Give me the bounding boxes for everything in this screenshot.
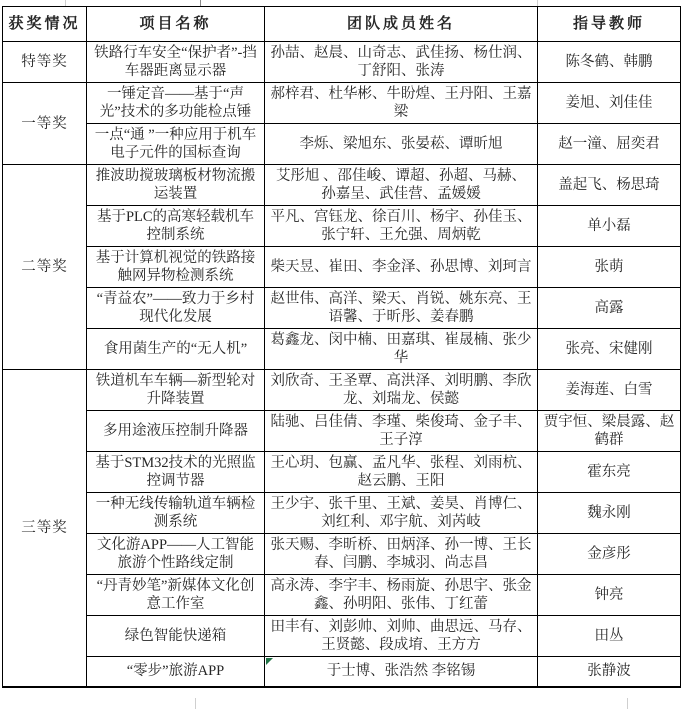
cell-project[interactable]: 铁道机车车辆—新型轮对升降装置	[87, 370, 265, 411]
cell-members[interactable]: 王少宇、张千里、王斌、姜昊、肖博仁、刘红利、邓宇航、刘芮岐	[265, 493, 538, 534]
cell-project[interactable]: 多用途液压控制升降器	[87, 411, 265, 452]
table-row	[3, 452, 681, 493]
cell-advisors[interactable]: 陈冬鹤、韩鹏	[538, 42, 681, 83]
cell-members[interactable]: 田丰有、刘彭帅、刘帅、曲思远、马存、王贤懿、段成堉、王方方	[265, 616, 538, 657]
cell-members[interactable]: 柴天昱、崔田、李金泽、孙思博、刘珂言	[265, 247, 538, 288]
cell-advisors[interactable]: 姜海莲、白雪	[538, 370, 681, 411]
cell-members[interactable]: 赵世伟、高洋、梁天、肖锐、姚东亮、王语馨、于昕彤、姜春鹏	[265, 288, 538, 329]
awards-table	[2, 6, 681, 688]
table-row	[3, 370, 681, 411]
award-group-cell[interactable]: 二等奖	[3, 165, 87, 370]
table-row	[3, 411, 681, 452]
col-header-award-status[interactable]: 获奖情况	[3, 7, 87, 42]
cell-advisors[interactable]: 张亮、宋健刚	[538, 329, 681, 370]
table-row	[3, 206, 681, 247]
cell-project[interactable]: 推波助搅玻璃板材物流搬运装置	[87, 165, 265, 206]
table-row	[3, 83, 681, 124]
cell-project[interactable]: 一种无线传输轨道车辆检测系统	[87, 493, 265, 534]
col-header-team-members[interactable]: 团队成员姓名	[265, 7, 538, 42]
cell-members[interactable]: 李烁、梁旭东、张晏菘、谭昕旭	[265, 124, 538, 165]
table-row	[3, 575, 681, 616]
cell-members[interactable]: 王心玥、包赢、孟凡华、张程、刘雨杭、赵云鹏、王阳	[265, 452, 538, 493]
cell-advisors[interactable]: 高露	[538, 288, 681, 329]
cell-advisors[interactable]: 钟亮	[538, 575, 681, 616]
cell-project[interactable]: 基于计算机视觉的铁路接触网异物检测系统	[87, 247, 265, 288]
table-row	[3, 329, 681, 370]
error-indicator-triangle-icon	[266, 658, 273, 665]
cell-members[interactable]: 葛鑫龙、闵中楠、田嘉琪、崔晟楠、张少华	[265, 329, 538, 370]
table-row	[3, 247, 681, 288]
award-group-cell[interactable]: 特等奖	[3, 42, 87, 83]
cell-project[interactable]: 食用菌生产的“无人机”	[87, 329, 265, 370]
cell-members[interactable]: 平凡、宫钰龙、徐百川、杨宇、孙佳玉、张宁轩、王允强、周炳乾	[265, 206, 538, 247]
cell-project[interactable]: 基于STM32技术的光照监控调节器	[87, 452, 265, 493]
col-header-advisors[interactable]: 指导教师	[538, 7, 681, 42]
cell-project[interactable]: “青益农”——致力于乡村现代化发展	[87, 288, 265, 329]
table-row	[3, 42, 681, 83]
col-header-project-name[interactable]: 项目名称	[87, 7, 265, 42]
cell-advisors[interactable]: 张萌	[538, 247, 681, 288]
cell-members[interactable]: 高永涛、李宇丰、杨雨旋、孙思宇、张金鑫、孙明阳、张伟、丁红蕾	[265, 575, 538, 616]
cell-project[interactable]: 文化游APP——人工智能旅游个性路线定制	[87, 534, 265, 575]
cell-advisors[interactable]: 田丛	[538, 616, 681, 657]
table-row	[3, 616, 681, 657]
table-row	[3, 657, 681, 687]
header-row	[3, 7, 681, 42]
cell-advisors[interactable]: 霍东亮	[538, 452, 681, 493]
cell-members[interactable]: 郝梓君、杜华彬、牛盼煌、王丹阳、王嘉梁	[265, 83, 538, 124]
cell-advisors[interactable]: 金彦彤	[538, 534, 681, 575]
table-row	[3, 124, 681, 165]
cell-members[interactable]: 孙喆、赵晨、山奇志、武佳扬、杨仕润、丁舒阳、张涛	[265, 42, 538, 83]
cell-project[interactable]: “丹青妙笔”新媒体文化创意工作室	[87, 575, 265, 616]
table-row	[3, 534, 681, 575]
gridline-stub	[195, 698, 196, 709]
cell-project[interactable]: 一点“通 ”一种应用于机车电子元件的国标查询	[87, 124, 265, 165]
cell-project[interactable]: 基于PLC的高寒轻载机车控制系统	[87, 206, 265, 247]
cell-advisors[interactable]: 魏永刚	[538, 493, 681, 534]
table-row	[3, 493, 681, 534]
awards-table-body	[3, 42, 681, 687]
cell-project[interactable]: “零步”旅游APP	[87, 657, 265, 687]
cell-members[interactable]: 刘欣奇、王圣覃、高洪泽、刘明鹏、李欣龙、刘瑞龙、侯懿	[265, 370, 538, 411]
cell-project[interactable]: 绿色智能快递箱	[87, 616, 265, 657]
cell-members[interactable]: 陆驰、吕佳倩、李瑾、柴俊琦、金子丰、王子淳	[265, 411, 538, 452]
cell-project[interactable]: 铁路行车安全“保护者”-挡车器距离显示器	[87, 42, 265, 83]
cell-advisors[interactable]: 赵一潼、屈奕君	[538, 124, 681, 165]
gridline-stub	[627, 698, 628, 709]
table-row	[3, 165, 681, 206]
cell-members[interactable]: 艾彤旭 、邵佳峻、谭超、孙超、马赫、孙嘉呈、武佳营、孟媛媛	[265, 165, 538, 206]
cell-advisors[interactable]: 张静波	[538, 657, 681, 687]
cell-advisors[interactable]: 姜旭、刘佳佳	[538, 83, 681, 124]
table-row	[3, 288, 681, 329]
cell-project[interactable]: 一锤定音——基于“声光”技术的多功能检点锤	[87, 83, 265, 124]
award-group-cell[interactable]: 一等奖	[3, 83, 87, 165]
cell-advisors[interactable]: 贾宇恒、梁晨露、赵鹤群	[538, 411, 681, 452]
cell-advisors[interactable]: 单小磊	[538, 206, 681, 247]
awards-table-header	[3, 7, 681, 42]
cell-members[interactable]: 于士博、张浩然 李铭锡	[265, 657, 538, 687]
cell-members[interactable]: 张天赐、李昕桥、田炳泽、孙一博、王长春、闫鹏、李城羽、尚志昌	[265, 534, 538, 575]
award-group-cell[interactable]: 三等奖	[3, 370, 87, 687]
cell-advisors[interactable]: 盖起飞、杨思琦	[538, 165, 681, 206]
